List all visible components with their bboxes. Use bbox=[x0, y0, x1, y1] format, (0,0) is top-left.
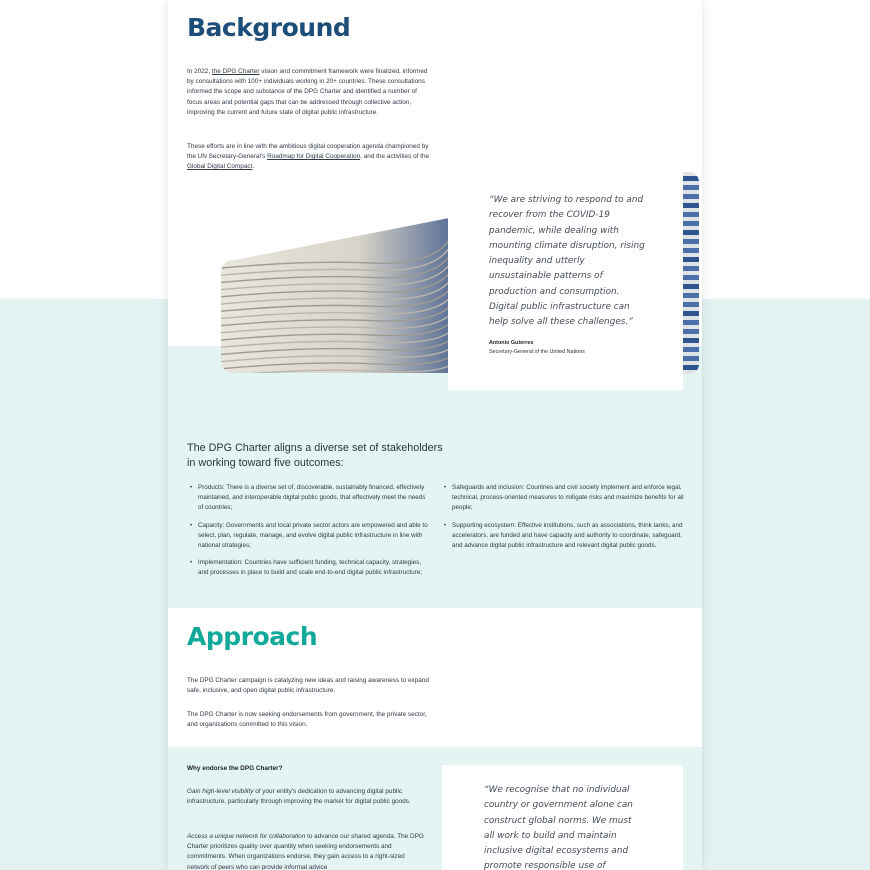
global-digital-compact-link[interactable]: Global Digital Compact bbox=[187, 163, 253, 171]
text-span: . bbox=[252, 163, 255, 171]
quote-card-guterres bbox=[448, 172, 683, 390]
blue-strips-image bbox=[683, 172, 699, 374]
text-span: vision and commitment framework were finalized, informed by consultations with 100+ individuals working in 20+ countries. These consultations informed the scope and substance of the DPG Charter and identified a number of focus areas and potential gaps that can be addressed through collective action, improving the current and future state of digital public infrastructure. bbox=[187, 68, 428, 116]
roadmap-link[interactable]: Roadmap for Digital Cooperation bbox=[267, 153, 361, 161]
emphasis-text: Access a unique network for collaboration bbox=[187, 833, 306, 840]
quote-author-name: Antonio Guterres bbox=[489, 340, 534, 346]
text-span: These efforts are in line with the ambitious digital cooperation agenda championed by the UN Secretary-General's bbox=[187, 143, 429, 161]
approach-title: Approach bbox=[187, 622, 318, 651]
list-item: • Supporting ecosystem: Effective institutions, such as associations, think tanks, and accelerators, are funded and have capacity and authority to coordinate, safeguard, and advance digital public infrastructure and relevant digital public goods. bbox=[442, 521, 688, 552]
text-span: , and the activities of the bbox=[360, 153, 430, 161]
outcomes-list-left bbox=[188, 483, 428, 579]
why-paragraph-2 bbox=[187, 832, 427, 870]
list-item: • Capacity: Governments and local private sector actors are empowered and able to select, plan, regulate, manage, and evolve digital public infrastructure in line with national strategies; bbox=[188, 521, 428, 552]
background-paragraph-1 bbox=[187, 67, 432, 118]
quote-card-2 bbox=[442, 765, 683, 870]
list-item: • Implementation: Countries have sufficient funding, technical capacity, strategies, and processes in place to build and scale end-to-end digital public infrastructure; bbox=[188, 558, 428, 578]
list-item: • Products: There is a diverse set of, discoverable, sustainably financed, effectively maintained, and interoperable digital public goods, that effectively meet the needs of countries; bbox=[188, 483, 428, 514]
background-title: Background bbox=[187, 13, 351, 42]
approach-paragraph-2: The DPG Charter is now seeking endorsements from government, the private sector, and organizations committed to this vision. bbox=[187, 711, 427, 729]
emphasis-text: Gain high-level visibility bbox=[187, 788, 254, 795]
why-paragraph-1 bbox=[187, 787, 427, 807]
dpg-charter-link[interactable]: the DPG Charter bbox=[211, 68, 260, 75]
text-span: of your entity's dedication to advancing digital public infrastructure, particularly through improving the market for digital public goods. bbox=[187, 788, 411, 806]
document-page bbox=[168, 0, 702, 870]
outcomes-list-right bbox=[442, 483, 688, 551]
outcomes-heading: The DPG Charter aligns a diverse set of stakeholders in working toward five outcomes: bbox=[187, 442, 443, 469]
why-endorse-heading: Why endorse the DPG Charter? bbox=[187, 765, 283, 772]
text-span: In 2022, bbox=[187, 68, 212, 75]
approach-paragraph-1: The DPG Charter campaign is catalyzing new ideas and raising awareness to expand safe, inclusive, and open digital public infrastructure. bbox=[187, 677, 429, 695]
background-paragraph-2 bbox=[187, 142, 432, 173]
list-item: • Safeguards and inclusion: Countries and civil society implement and enforce legal, technical, process-oriented measures to mitigate risks and maximize benefits for all people; bbox=[442, 483, 688, 514]
text-span: to advance our shared agenda. The DPG Charter prioritizes quality over quantity when seeking endorsements and commitments. When organizations endorse, they gain access to a right-sized network of peers who can provide informal advice bbox=[187, 833, 424, 870]
guterres-quote: “We are striving to respond to and recover from the COVID-19 pandemic, while dealing with mounting climate disruption, rising inequality and utterly unsustainable patterns of production and consumption. Digital public infrastructure can help solve all these challenges.” bbox=[489, 195, 645, 328]
recognise-quote: “We recognise that no individual country or government alone can construct global norms. We must all work to build and maintain inclusive digital ecosystems and promote responsible use of bbox=[484, 785, 633, 870]
building-image bbox=[221, 218, 449, 373]
quote-author-role: Secretary-General of the United Nations bbox=[489, 349, 585, 355]
